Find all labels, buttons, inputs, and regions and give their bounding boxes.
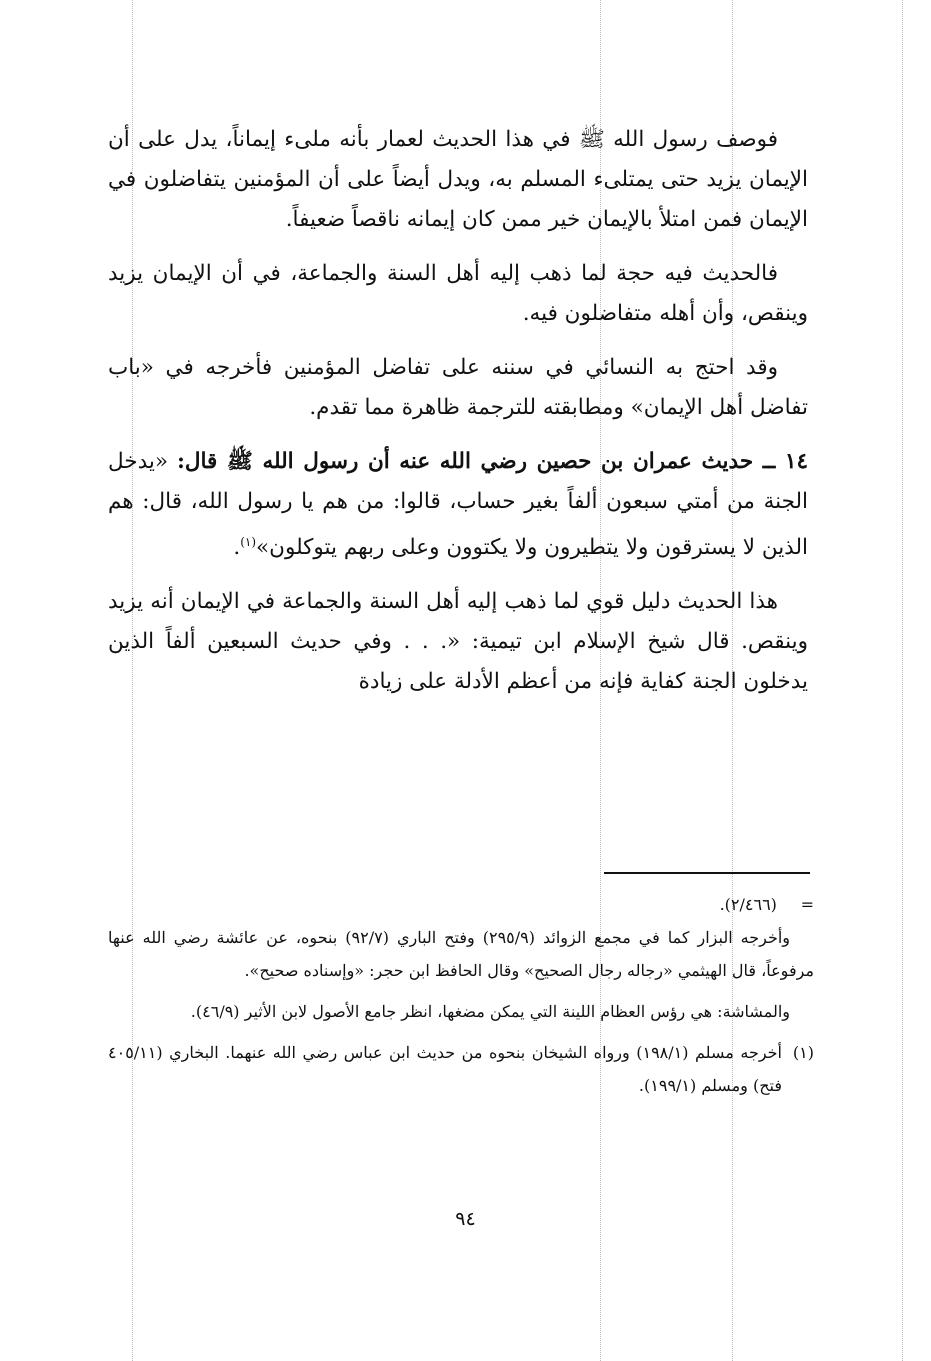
continuation-mark: = [800,895,814,914]
paragraph: فوصف رسول الله ﷺ في هذا الحديث لعمار بأنه ملىء إيماناً، يدل على أن الإيمان يزيد حتى يمتلىء المسلم به، ويدل أيضاً على أن المؤمنين يتفاضلون في الإيمان فمن امتلأ بالإيمان خير ممن كان إيمانه ناقصاً ضعيفاً. [108,127,808,232]
continuation-text: (٢/٤٦٦). [719,895,777,914]
footnote-1 [108,1036,814,1102]
paragraph: وقد احتج به النسائي في سننه على تفاضل المؤمنين فأخرجه في «باب تفاضل أهل الإيمان» ومطابقته للترجمة ظاهرة مما تقدم. [108,355,808,420]
footnote-text: أخرجه مسلم (١٩٨/١) ورواه الشيخان بنحوه من حديث ابن عباس رضي الله عنهما. البخاري (٤٠٥/١١ فتح) ومسلم (١٩٩/١). [108,1043,783,1095]
footnote-block: والمشاشة: هي رؤس العظام اللينة التي يمكن مضغها، انظر جامع الأصول لابن الأثير (٤٦/٩). [190,1002,790,1021]
hadith-heading: ١٤ ــ حديث عمران بن حصين رضي الله عنه أن رسول الله ﷺ قال: [176,449,808,474]
scan-guide-line [902,0,903,1361]
main-text [108,120,808,716]
paragraph: فالحديث فيه حجة لما ذهب إليه أهل السنة والجماعة، في أن الإيمان يزيد وينقص، وأن أهله متفاضلون فيه. [108,261,808,326]
footnote-block: وأخرجه البزار كما في مجمع الزوائد (٢٩٥/٩) وفتح الباري (٩٢/٧) بنحوه، عن عائشة رضي الله عنها مرفوعاً، قال الهيثمي «رجاله رجال الصحيح» وقال الحافظ ابن حجر: «وإسناده صحيح». [108,928,814,980]
footnote-separator [604,872,810,874]
footnote-number: (١) [792,1043,814,1062]
paragraph: هذا الحديث دليل قوي لما ذهب إليه أهل السنة والجماعة في الإيمان أنه يزيد وينقص. قال شيخ الإسلام ابن تيمية: «. . . وفي حديث السبعين ألفاً الذين يدخلون الجنة كفاية فإنه من أعظم الأدلة على زيادة [108,589,808,695]
hadith-paragraph [108,442,808,568]
footnote-ref[interactable]: (١) [240,535,257,549]
footnotes [108,888,814,1102]
footnote-continuation [108,888,814,921]
page-number: ٩٤ [455,1208,476,1230]
hadith-end: . [233,535,241,561]
hadith-text: «يدخل الجنة من أمتي سبعون ألفاً بغير حساب، قالوا: من هم يا رسول الله، قال: هم الذين لا يسترقون ولا يتطيرون ولا يكتوون وعلى ربهم يتوكلون» [108,449,808,561]
